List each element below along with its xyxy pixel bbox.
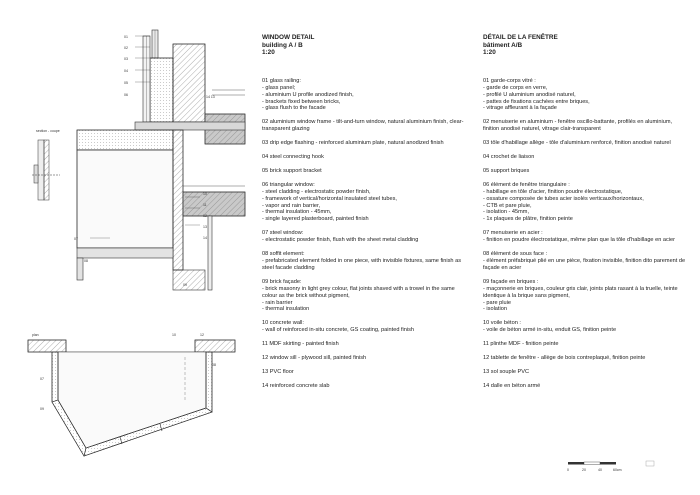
svg-text:09: 09 xyxy=(183,283,187,287)
legend-item: 02 menuiserie en aluminium - fenêtre oscillo-battante, profilés en aluminium, finition anodisé naturel, vitrage clair-transparent xyxy=(483,119,673,133)
scale-tick: 20 xyxy=(582,468,586,472)
legend-item: 11 plinthe MDF - finition peinte xyxy=(483,341,559,348)
legend-scale: 1:20 xyxy=(262,49,275,57)
english-header xyxy=(262,34,467,57)
svg-text:13: 13 xyxy=(203,225,207,229)
legend-item: 10 concrete wall: - wall of reinforced in-situ concrete, GS coating, painted finish xyxy=(262,320,415,334)
svg-text:01: 01 xyxy=(124,35,128,39)
svg-text:08: 08 xyxy=(84,259,88,263)
legend-item: 05 brick support bracket xyxy=(262,167,322,174)
dimension-label: 14 13 xyxy=(206,95,215,99)
legend-item: 14 reinforced concrete slab xyxy=(262,382,330,389)
legend-item: 13 sol souple PVC xyxy=(483,368,530,375)
legend-item: 06 triangular window: - steel cladding - electrostatic powder finish, - framework of vertical/horizontal insulated steel tubes, - vapor and rain barrier, - thermal insulation - 45mm, - single layered plasterboard, painted finish xyxy=(262,181,397,223)
svg-text:12: 12 xyxy=(200,333,204,337)
legend-item: 03 tôle d'habillage allège - tôle d'aluminium renforcé, finition anodisé naturel xyxy=(483,140,671,147)
scale-tick: 40 xyxy=(598,468,602,472)
legend-item: 14 dalle en béton armé xyxy=(483,382,541,389)
legend-item: 03 drip edge flashing - reinforced aluminium plate, natural anodized finish xyxy=(262,140,444,147)
legend-item: 07 menuiserie en acier : - finition en poudre électrostatique, même plan que la tôle d'habillage en acier xyxy=(483,230,675,244)
svg-text:12: 12 xyxy=(203,214,207,218)
legend-item: 04 steel connecting hook xyxy=(262,154,324,161)
plan-drawing xyxy=(28,340,235,456)
legend-item: 06 élément de fenêtre triangulaire : - habillage en tôle d'acier, finition poudre électrostatique, - ossature composée de tubes acier isolés verticaux/horizontaux, - CTB et pare pluie, - isolation - 45mm, - 1x plaques de plâtre, finition peinte xyxy=(483,181,644,223)
svg-text:05: 05 xyxy=(124,81,128,85)
legend-subtitle: bâtiment A/B xyxy=(483,41,523,49)
legend-item: 01 garde-corps vitré : - garde de corps en verre, - profilé U aluminium anodisé naturel, - pattes de fixations cachées entre briques, - vitrage affleurant à la façade xyxy=(483,77,590,112)
legend-item: 04 crochet de liaison xyxy=(483,154,535,161)
legend-title: DÉTAIL DE LA FENÊTRE xyxy=(483,34,558,41)
legend-scale: 1:20 xyxy=(483,49,496,57)
svg-text:07: 07 xyxy=(74,237,78,241)
legend-item: 10 voile béton : - voile de béton armé in-situ, enduit GS, finition peinte xyxy=(483,320,617,334)
svg-text:03: 03 xyxy=(124,57,128,61)
french-legend xyxy=(483,34,688,397)
legend-item: 07 steel window: - electrostatic powder finish, flush with the sheet metal cladding xyxy=(262,230,419,244)
legend-item: 05 support briques xyxy=(483,167,530,174)
svg-text:04: 04 xyxy=(124,69,128,73)
svg-text:07: 07 xyxy=(40,377,44,381)
legend-item: 12 window sill - plywood sill, painted finish xyxy=(262,355,367,362)
svg-text:02: 02 xyxy=(124,46,128,50)
svg-text:10: 10 xyxy=(172,333,176,337)
svg-text:11: 11 xyxy=(203,203,207,207)
legend-item: 08 élément de sous face : - élément préfabriqué plié en une pièce, fixation invisible, finition dito parement de façade en acier xyxy=(483,251,686,271)
legend-item: 13 PVC floor xyxy=(262,368,294,375)
section-drawing xyxy=(77,30,245,290)
scale-tick: 0 xyxy=(567,468,569,472)
english-legend xyxy=(262,34,467,397)
svg-text:08: 08 xyxy=(212,363,216,367)
legend-item: 08 soffit element: - prefabricated element folded in one piece, with invisible fixtures, same finish as steel facade cladding xyxy=(262,251,461,271)
legend-item: 11 MDF skirting - painted finish xyxy=(262,341,339,348)
legend-item: 02 aluminium window frame - tilt-and-turn window, natural aluminium finish, clear-transparent glazing xyxy=(262,119,464,133)
scale-bar xyxy=(566,458,656,478)
legend-item: 12 tablette de fenêtre - allège de bois contreplaqué, finition peinte xyxy=(483,355,646,362)
svg-text:06: 06 xyxy=(124,93,128,97)
section-label: section - coupe xyxy=(36,129,60,133)
legend-item: 09 brick façade: - brick masonry in light grey colour, flat joints shaved with a trowel in the same colour as the brick without pigment, - rain barrier - thermal insulation xyxy=(262,278,455,313)
window-detail-drawing xyxy=(0,0,250,495)
plan-label: plan xyxy=(32,333,39,337)
french-header xyxy=(483,34,688,57)
scale-tick: 60cm xyxy=(613,468,622,472)
legend-item: 09 façade en briques : - maçonnerie en briques, couleur gris clair, joints plats rasant à la truelle, teinte identique à la brique sans pigment, - pare pluie - isolation xyxy=(483,278,678,313)
svg-text:09: 09 xyxy=(40,407,44,411)
legend-title: WINDOW DETAIL xyxy=(262,34,315,41)
legend-item: 01 glass railing: - glass panel; - aluminium U profile anodized finish, - brackets fixed between bricks, - glass flush to the facade xyxy=(262,77,354,112)
svg-text:14: 14 xyxy=(203,236,207,240)
svg-text:10: 10 xyxy=(203,192,207,196)
legend-subtitle: building A / B xyxy=(262,41,303,49)
north-icon xyxy=(646,461,654,466)
section-thumbnail xyxy=(32,140,60,200)
